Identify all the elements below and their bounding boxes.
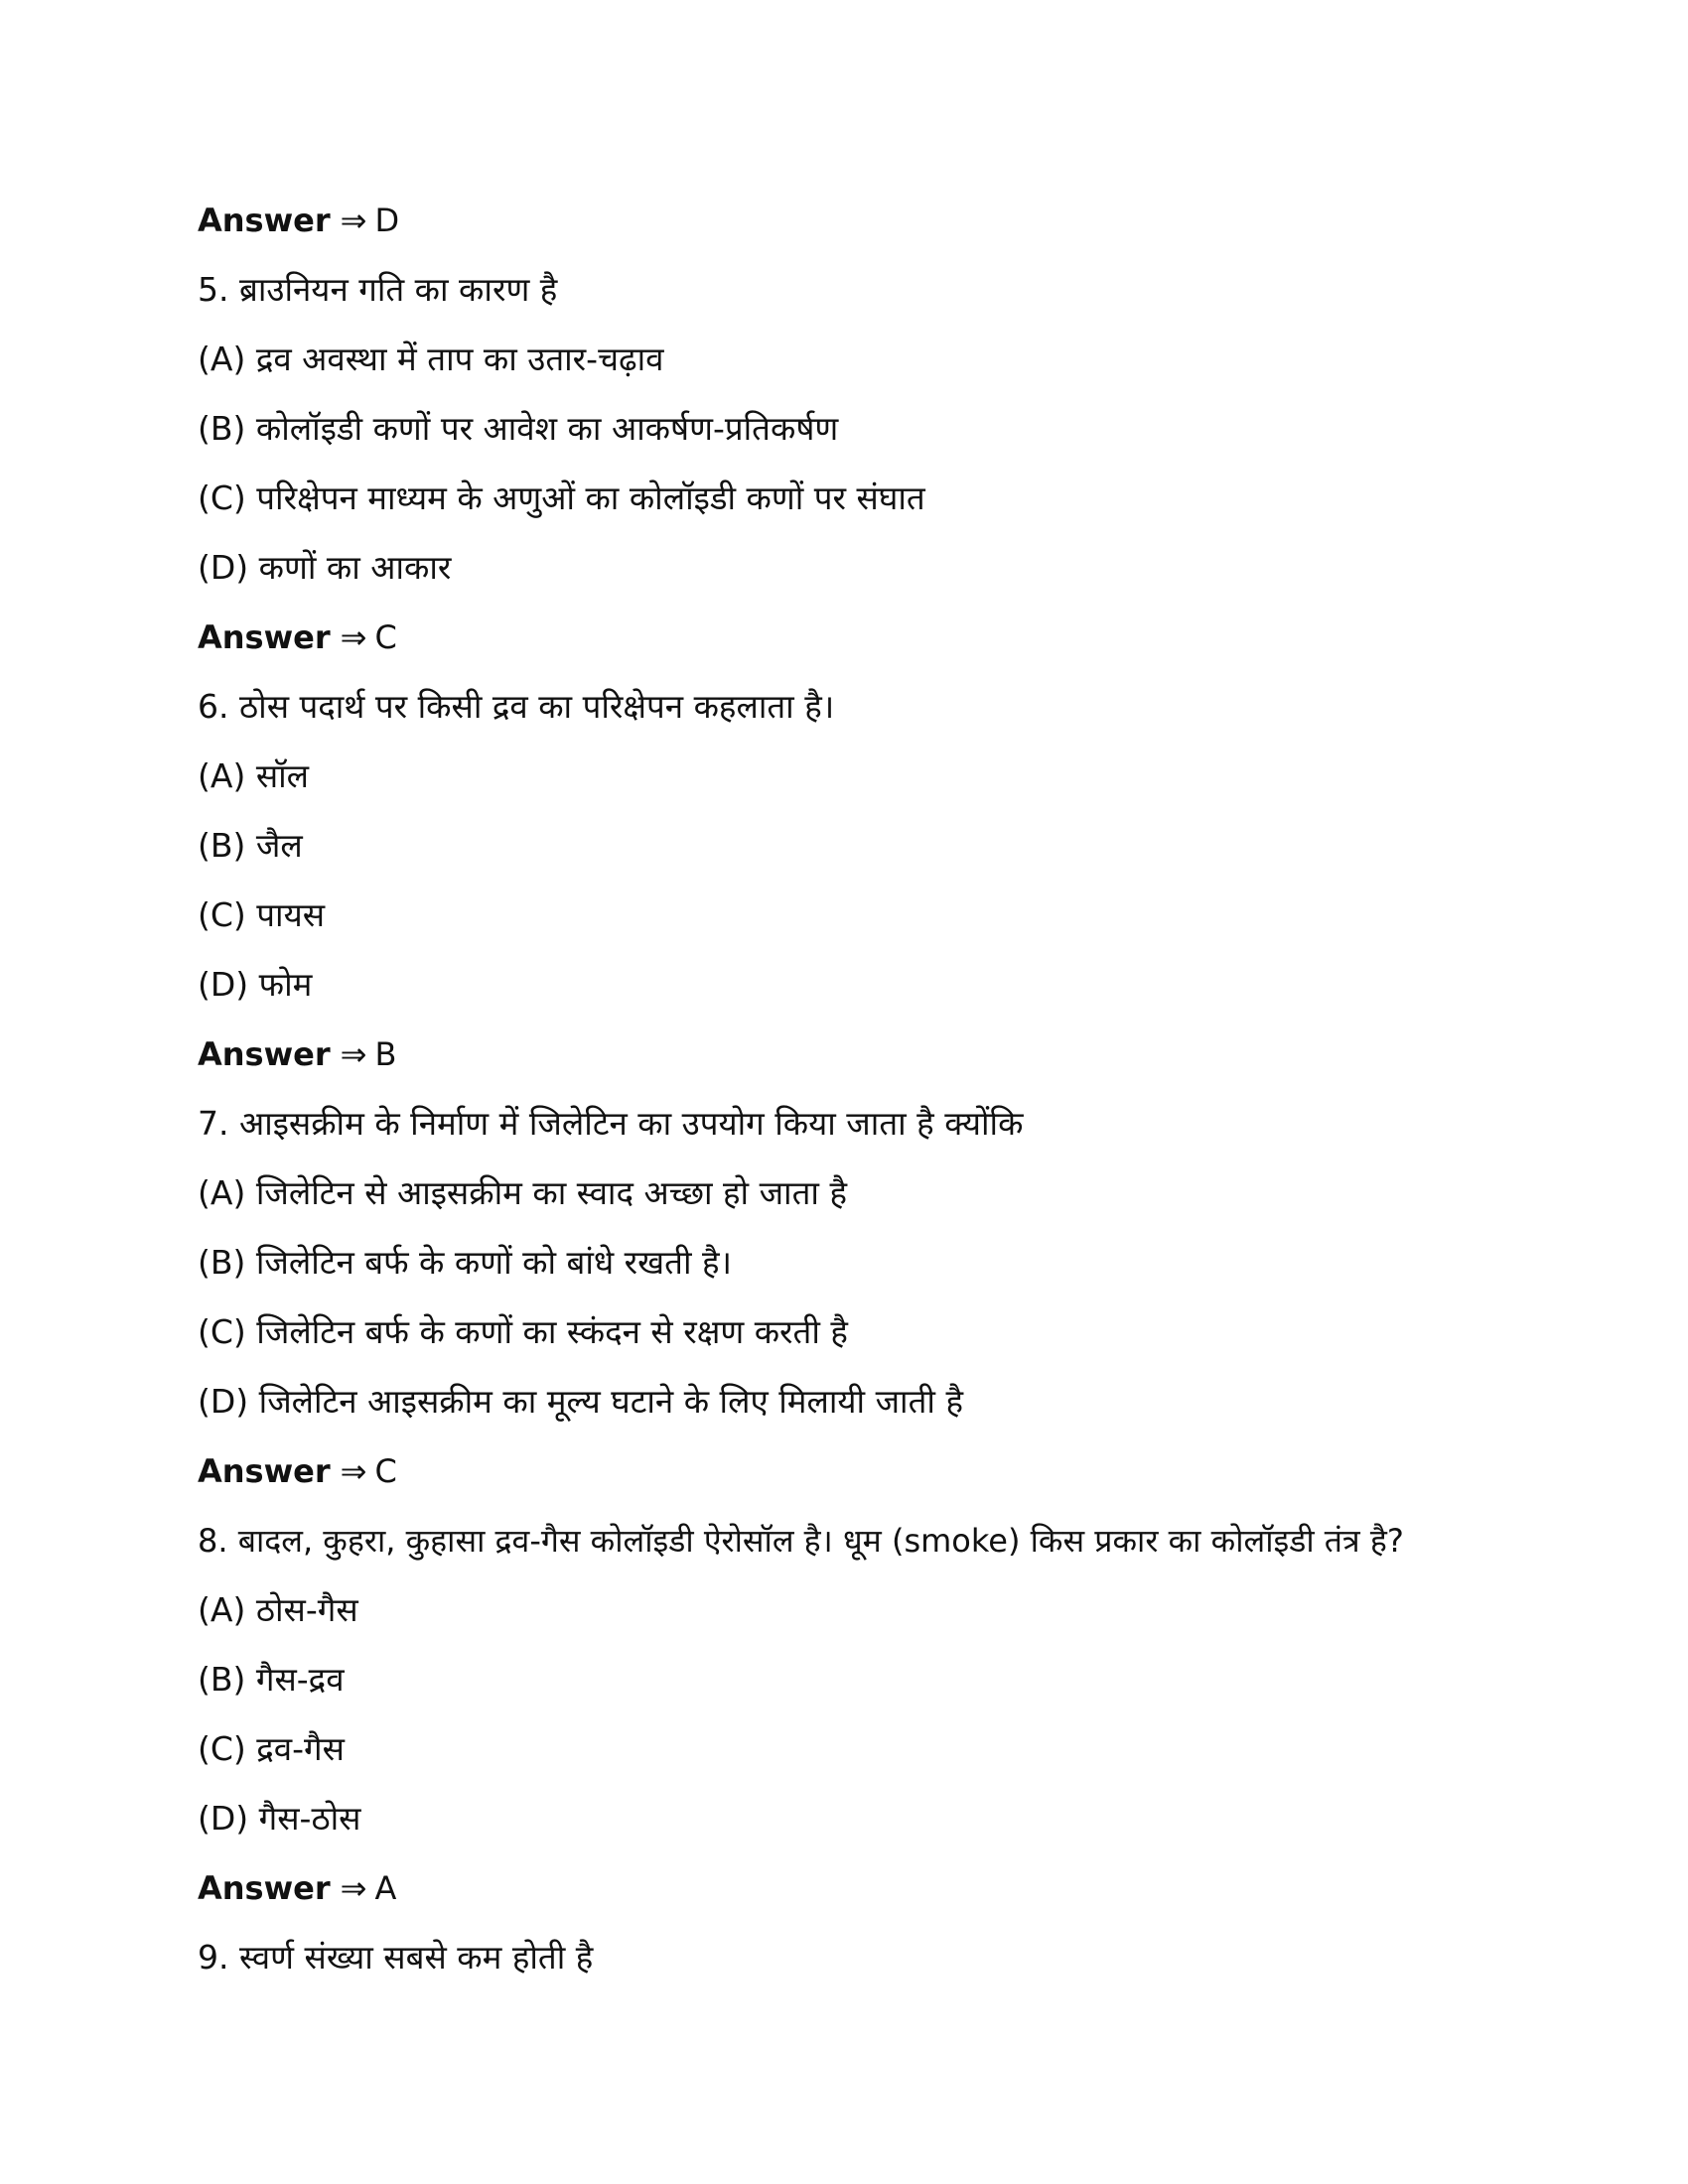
answer-value: C (374, 1452, 397, 1490)
answer-line (198, 615, 397, 659)
option-text: (B) कोलॉइडी कणों पर आवेश का आकर्षण-प्रतिकर्षण (198, 409, 839, 448)
answer-line (198, 1449, 397, 1493)
option-text: (D) कणों का आकार (198, 548, 452, 587)
option-text: (B) जिलेटिन बर्फ के कणों को बांधे रखती है। (198, 1243, 733, 1282)
option-text: (A) जिलेटिन से आइसक्रीम का स्वाद अच्छा हो जाता है (198, 1173, 847, 1212)
answer-label: Answer (198, 202, 331, 239)
answer-line (198, 199, 399, 242)
question-text: 9. स्वर्ण संख्या सबसे कम होती है (198, 1938, 594, 1977)
question-text: 6. ठोस पदार्थ पर किसी द्रव का परिक्षेपन कहलाता है। (198, 687, 835, 726)
question-text: 5. ब्राउनियन गति का कारण है (198, 270, 558, 309)
answer-arrow: ⇒ (340, 1035, 367, 1073)
answer-line (198, 1032, 396, 1076)
option-text: (C) पायस (198, 895, 326, 934)
answer-value: C (374, 618, 397, 656)
option-text: (D) गैस-ठोस (198, 1799, 361, 1838)
option-text: (C) जिलेटिन बर्फ के कणों का स्कंदन से रक्षण करती है (198, 1312, 848, 1351)
answer-label: Answer (198, 1035, 331, 1073)
answer-arrow: ⇒ (340, 618, 367, 656)
answer-arrow: ⇒ (340, 1452, 367, 1490)
answer-value: D (374, 202, 400, 239)
answer-value: B (374, 1035, 397, 1073)
option-text: (B) गैस-द्रव (198, 1660, 345, 1699)
answer-arrow: ⇒ (340, 1869, 367, 1907)
answer-label: Answer (198, 618, 331, 656)
answer-line (198, 1866, 396, 1910)
answer-value: A (374, 1869, 397, 1907)
option-text: (B) जैल (198, 826, 303, 865)
answer-label: Answer (198, 1452, 331, 1490)
option-text: (D) जिलेटिन आइसक्रीम का मूल्य घटाने के लिए मिलायी जाती है (198, 1382, 963, 1421)
answer-label: Answer (198, 1869, 331, 1907)
option-text: (A) सॉल (198, 756, 310, 795)
option-text: (D) फोम (198, 965, 313, 1004)
option-text: (C) द्रव-गैस (198, 1729, 345, 1768)
option-text: (A) द्रव अवस्था में ताप का उतार-चढ़ाव (198, 340, 664, 378)
option-text: (C) परिक्षेपन माध्यम के अणुओं का कोलॉइडी कणों पर संघात (198, 478, 925, 517)
question-text: 8. बादल, कुहरा, कुहासा द्रव-गैस कोलॉइडी ऐरोसॉल है। धूम (smoke) किस प्रकार का कोलॉइडी तंत्र है? (198, 1522, 1404, 1560)
question-text: 7. आइसक्रीम के निर्माण में जिलेटिन का उपयोग किया जाता है क्योंकि (198, 1104, 1024, 1143)
option-text: (A) ठोस-गैस (198, 1590, 358, 1629)
answer-arrow: ⇒ (340, 202, 367, 239)
